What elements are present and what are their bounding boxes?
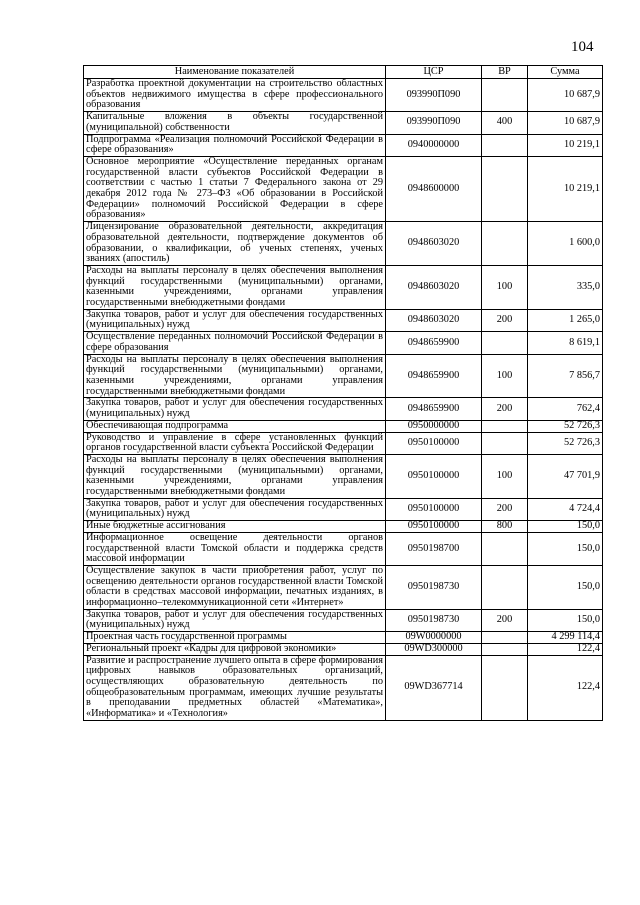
table-row bbox=[84, 420, 603, 432]
row-csr: 0948659900 bbox=[386, 332, 482, 354]
table-row bbox=[84, 432, 603, 454]
row-sum: 4 299 114,4 bbox=[528, 632, 603, 644]
row-name: Руководство и управление в сфере установленных функций органов государственной власти субъекта Российской Федерации bbox=[84, 432, 386, 454]
row-sum: 1 600,0 bbox=[528, 222, 603, 266]
row-name: Осуществление закупок в части приобретения работ, услуг по освещению деятельности органов государственной власти Томской области в средствах массовой информации, печатных изданиях, в информационно–телекоммуникационной сети «Интернет» bbox=[84, 565, 386, 609]
row-vr: 800 bbox=[482, 521, 528, 533]
row-vr bbox=[482, 222, 528, 266]
table-row bbox=[84, 532, 603, 565]
row-name: Подпрограмма «Реализация полномочий Российской Федерации в сфере образования» bbox=[84, 134, 386, 156]
row-sum: 150,0 bbox=[528, 609, 603, 631]
row-vr: 100 bbox=[482, 265, 528, 309]
row-csr: 0948603020 bbox=[386, 309, 482, 331]
row-name: Разработка проектной документации на строительство областных объектов недвижимого имущества в сфере профессионального образования bbox=[84, 79, 386, 112]
row-csr: 0950100000 bbox=[386, 432, 482, 454]
row-sum: 150,0 bbox=[528, 532, 603, 565]
row-csr: 0948659900 bbox=[386, 398, 482, 420]
table-body bbox=[84, 79, 603, 721]
table-row bbox=[84, 454, 603, 498]
table-row bbox=[84, 309, 603, 331]
table-row bbox=[84, 79, 603, 112]
table-row bbox=[84, 643, 603, 655]
row-name: Капитальные вложения в объекты государственной (муниципальной) собственности bbox=[84, 112, 386, 134]
row-sum: 52 726,3 bbox=[528, 420, 603, 432]
row-name: Развитие и распространение лучшего опыта в сфере формирования цифровых навыков образовательных организаций, осуществляющих образовательную деятельность по общеобразовательным программам, имеющих лучшие результаты в преподавании предметных областей «Математика», «Информатика» и «Технология» bbox=[84, 655, 386, 720]
row-vr bbox=[482, 532, 528, 565]
table-row bbox=[84, 354, 603, 398]
budget-table bbox=[83, 65, 603, 721]
row-sum: 10 219,1 bbox=[528, 134, 603, 156]
row-vr bbox=[482, 643, 528, 655]
row-name: Закупка товаров, работ и услуг для обеспечения государственных (муниципальных) нужд bbox=[84, 498, 386, 520]
row-sum: 10 219,1 bbox=[528, 156, 603, 221]
row-name: Закупка товаров, работ и услуг для обеспечения государственных (муниципальных) нужд bbox=[84, 609, 386, 631]
row-vr: 200 bbox=[482, 609, 528, 631]
row-csr: 0950198730 bbox=[386, 609, 482, 631]
table-row bbox=[84, 632, 603, 644]
row-sum: 762,4 bbox=[528, 398, 603, 420]
row-csr: 0950198730 bbox=[386, 565, 482, 609]
table-row bbox=[84, 265, 603, 309]
row-vr: 100 bbox=[482, 354, 528, 398]
row-sum: 122,4 bbox=[528, 643, 603, 655]
table-row bbox=[84, 609, 603, 631]
row-sum: 335,0 bbox=[528, 265, 603, 309]
table-row bbox=[84, 134, 603, 156]
row-csr: 09WD367714 bbox=[386, 655, 482, 720]
table-row bbox=[84, 498, 603, 520]
row-vr: 200 bbox=[482, 498, 528, 520]
row-sum: 4 724,4 bbox=[528, 498, 603, 520]
row-name: Информационное освещение деятельности органов государственной власти Томской области и поддержка средств массовой информации bbox=[84, 532, 386, 565]
row-vr bbox=[482, 432, 528, 454]
row-csr: 09W0000000 bbox=[386, 632, 482, 644]
row-csr: 0950100000 bbox=[386, 454, 482, 498]
table-row bbox=[84, 398, 603, 420]
row-name: Расходы на выплаты персоналу в целях обеспечения выполнения функций государственными (муниципальными) органами, казенными учреждениями, органами управления государственными внебюджетными фондами bbox=[84, 354, 386, 398]
row-csr: 0948659900 bbox=[386, 354, 482, 398]
row-vr bbox=[482, 332, 528, 354]
row-sum: 47 701,9 bbox=[528, 454, 603, 498]
row-name: Лицензирование образовательной деятельности, аккредитация образовательной деятельности, подтверждение документов об образовании, о квалификации, об ученых степенях, ученых званиях (апостиль) bbox=[84, 222, 386, 266]
row-vr bbox=[482, 79, 528, 112]
row-sum: 122,4 bbox=[528, 655, 603, 720]
row-vr bbox=[482, 565, 528, 609]
row-name: Расходы на выплаты персоналу в целях обеспечения выполнения функций государственными (муниципальными) органами, казенными учреждениями, органами управления государственными внебюджетными фондами bbox=[84, 454, 386, 498]
row-sum: 1 265,0 bbox=[528, 309, 603, 331]
table-row bbox=[84, 156, 603, 221]
row-name: Закупка товаров, работ и услуг для обеспечения государственных (муниципальных) нужд bbox=[84, 398, 386, 420]
row-vr bbox=[482, 420, 528, 432]
row-vr: 200 bbox=[482, 398, 528, 420]
row-csr: 0948600000 bbox=[386, 156, 482, 221]
row-csr: 0950100000 bbox=[386, 521, 482, 533]
row-name: Осуществление переданных полномочий Российской Федерации в сфере образования bbox=[84, 332, 386, 354]
row-sum: 8 619,1 bbox=[528, 332, 603, 354]
row-vr bbox=[482, 632, 528, 644]
table-row bbox=[84, 222, 603, 266]
table-row bbox=[84, 112, 603, 134]
row-vr: 400 bbox=[482, 112, 528, 134]
header-sum: Сумма bbox=[528, 66, 603, 79]
header-name: Наименование показателей bbox=[84, 66, 386, 79]
row-csr: 0950198700 bbox=[386, 532, 482, 565]
row-name: Расходы на выплаты персоналу в целях обеспечения выполнения функций государственными (муниципальными) органами, казенными учреждениями, органами управления государственными внебюджетными фондами bbox=[84, 265, 386, 309]
row-csr: 0948603020 bbox=[386, 265, 482, 309]
table-header-row bbox=[84, 66, 603, 79]
row-csr: 0950100000 bbox=[386, 498, 482, 520]
row-vr bbox=[482, 156, 528, 221]
row-csr: 093990П090 bbox=[386, 112, 482, 134]
row-sum: 150,0 bbox=[528, 565, 603, 609]
row-name: Региональный проект «Кадры для цифровой экономики» bbox=[84, 643, 386, 655]
row-sum: 150,0 bbox=[528, 521, 603, 533]
row-csr: 0940000000 bbox=[386, 134, 482, 156]
row-vr: 100 bbox=[482, 454, 528, 498]
row-vr bbox=[482, 655, 528, 720]
row-sum: 10 687,9 bbox=[528, 112, 603, 134]
header-vr: ВР bbox=[482, 66, 528, 79]
row-name: Проектная часть государственной программы bbox=[84, 632, 386, 644]
table-row bbox=[84, 521, 603, 533]
row-csr: 0950000000 bbox=[386, 420, 482, 432]
table-row bbox=[84, 565, 603, 609]
row-csr: 0948603020 bbox=[386, 222, 482, 266]
row-sum: 10 687,9 bbox=[528, 79, 603, 112]
row-name: Иные бюджетные ассигнования bbox=[84, 521, 386, 533]
row-csr: 09WD300000 bbox=[386, 643, 482, 655]
row-sum: 52 726,3 bbox=[528, 432, 603, 454]
table-row bbox=[84, 332, 603, 354]
row-name: Обеспечивающая подпрограмма bbox=[84, 420, 386, 432]
page-number: 104 bbox=[571, 39, 594, 55]
header-csr: ЦСР bbox=[386, 66, 482, 79]
row-name: Закупка товаров, работ и услуг для обеспечения государственных (муниципальных) нужд bbox=[84, 309, 386, 331]
row-sum: 7 856,7 bbox=[528, 354, 603, 398]
row-vr bbox=[482, 134, 528, 156]
table-row bbox=[84, 655, 603, 720]
row-name: Основное мероприятие «Осуществление переданных органам государственной власти субъектов Российской Федерации в соответствии с частью 1 статьи 7 Федерального закона от 29 декабря 2012 года № 273–ФЗ «Об образовании в Российской Федерации» полномочий Российской Федерации в сфере образования» bbox=[84, 156, 386, 221]
row-vr: 200 bbox=[482, 309, 528, 331]
row-csr: 093990П090 bbox=[386, 79, 482, 112]
